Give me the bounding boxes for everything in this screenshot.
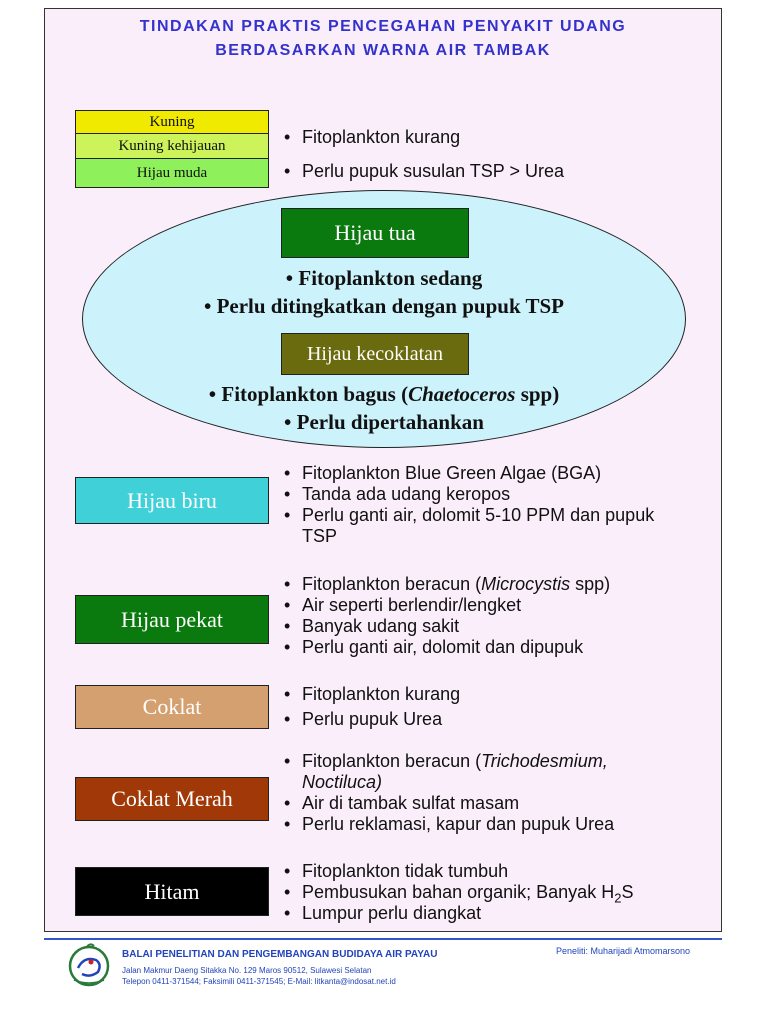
bullets-kuning-group: [282, 120, 564, 188]
bullet-item: • Perlu reklamasi, kapur dan pupuk Urea: [282, 814, 682, 835]
footer-contact: Telepon 0411-371544; Faksimili 0411-371545; E-Mail: litkanta@indosat.net.id: [122, 977, 396, 986]
bullets-hijau-biru: [282, 463, 682, 547]
bullet-item: • Fitoplankton kurang: [282, 120, 564, 154]
bullets-hijau-pekat: [282, 574, 692, 658]
color-box-kuning: Kuning: [75, 110, 269, 134]
bullets-hitam: [282, 861, 712, 924]
color-box-hitam: Hitam: [75, 867, 269, 916]
poster-title-line1: TINDAKAN PRAKTIS PENCEGAHAN PENYAKIT UDANG: [139, 18, 627, 35]
footer-institution: BALAI PENELITIAN DAN PENGEMBANGAN BUDIDAYA AIR PAYAU: [122, 949, 438, 960]
bullet-item: • Perlu ganti air, dolomit dan dipupuk: [282, 637, 692, 658]
bullet-item: • Fitoplankton beracun (Microcystis spp): [282, 574, 692, 595]
bullet-item: • Perlu pupuk Urea: [282, 707, 460, 732]
color-box-hijau-biru: Hijau biru: [75, 477, 269, 524]
bullet-item: • Fitoplankton beracun (Trichodesmium, Noctiluca): [282, 751, 682, 793]
bullet-item: • Lumpur perlu diangkat: [282, 903, 712, 924]
ellipse-bullet-2: • Perlu ditingkatkan dengan pupuk TSP: [203, 294, 565, 318]
footer-address: Jalan Makmur Daeng Sitakka No. 129 Maros 90512, Sulawesi Selatan: [122, 966, 372, 975]
bullet-item: • Fitoplankton kurang: [282, 682, 460, 707]
bullet-item: • Air seperti berlendir/lengket: [282, 595, 692, 616]
bullet-item: • Perlu ganti air, dolomit 5-10 PPM dan pupuk TSP: [282, 505, 682, 547]
color-box-hijau-muda: Hijau muda: [75, 158, 269, 188]
color-box-hijau-pekat: Hijau pekat: [75, 595, 269, 644]
bullet-item: • Tanda ada udang keropos: [282, 484, 682, 505]
ellipse-bullet-1: • Fitoplankton sedang: [285, 266, 483, 290]
bullet-item: • Fitoplankton Blue Green Algae (BGA): [282, 463, 682, 484]
bullet-item: • Perlu pupuk susulan TSP > Urea: [282, 154, 564, 188]
poster-title-line2: BERDASARKAN WARNA AIR TAMBAK: [215, 42, 551, 59]
institution-logo-icon: [64, 940, 114, 988]
bullet-item: • Air di tambak sulfat masam: [282, 793, 682, 814]
bullets-coklat-merah: [282, 751, 682, 835]
color-box-coklat-merah: Coklat Merah: [75, 777, 269, 821]
footer-divider: [44, 938, 722, 940]
color-box-hijau-kecoklatan: Hijau kecoklatan: [281, 333, 469, 375]
ellipse-bullet-4: • Perlu dipertahankan: [284, 410, 484, 434]
footer-researcher: Peneliti: Muharijadi Atmomarsono: [556, 946, 691, 956]
bullet-item: • Fitoplankton tidak tumbuh: [282, 861, 712, 882]
color-box-coklat: Coklat: [75, 685, 269, 729]
bullet-item: • Pembusukan bahan organik; Banyak $H_2S$: [282, 882, 712, 903]
bullet-item: • Banyak udang sakit: [282, 616, 692, 637]
color-box-hijau-tua: Hijau tua: [281, 208, 469, 258]
ellipse-bullet-3: • Fitoplankton bagus (Chaetoceros spp): [208, 382, 560, 406]
bullets-coklat: [282, 682, 460, 732]
color-box-kuning-kehijauan: Kuning kehijauan: [75, 133, 269, 159]
